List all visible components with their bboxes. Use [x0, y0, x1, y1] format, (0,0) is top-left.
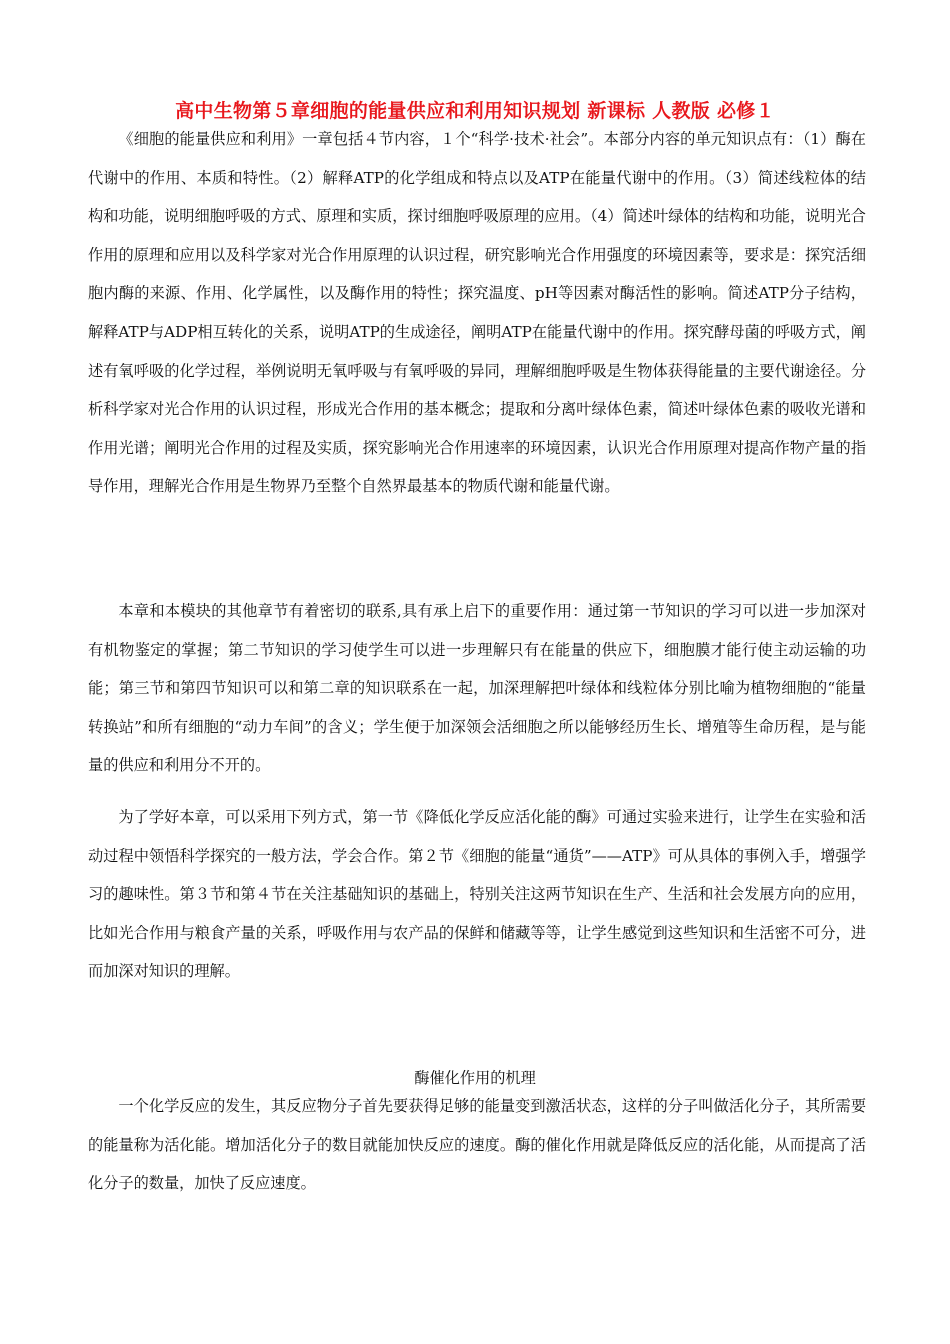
intro-paragraph: 《细胞的能量供应和利用》一章包括４节内容，１个“科学·技术·社会”。本部分内容的单元知识点有：（1）酶在代谢中的作用、本质和特性。（2）解释ATP的化学组成和特点以及ATP在能量代谢中的作用。（3）简述线粒体的结构和功能，说明细胞呼吸的方式、原理和实质，探讨细胞呼吸原理的应用。（4）简述叶绿体的结构和功能，说明光合作用的原理和应用以及科学家对光合作用原理的认识过程，研究影响光合作用强度的环境因素等，要求是：探究活细胞内酶的来源、作用、化学属性，以及酶作用的特性；探究温度、pH等因素对酶活性的影响。简述ATP分子结构，解释ATP与ADP相互转化的关系，说明ATP的生成途径，阐明ATP在能量代谢中的作用。探究酵母菌的呼吸方式，阐述有氧呼吸的化学过程，举例说明无氧呼吸与有氧呼吸的异同，理解细胞呼吸是生物体获得能量的主要代谢途径。分析科学家对光合作用的认识过程，形成光合作用的基本概念；提取和分离叶绿体色素，简述叶绿体色素的吸收光谱和作用光谱；阐明光合作用的过程及实质，探究影响光合作用速率的环境因素，认识光合作用原理对提高作物产量的指导作用，理解光合作用是生物界乃至整个自然界最基本的物质代谢和能量代谢。 [88, 130, 866, 496]
enzyme-mechanism-paragraph: 一个化学反应的发生，其反应物分子首先要获得足够的能量变到激活状态，这样的分子叫做活化分子，其所需要的能量称为活化能。增加活化分子的数目就能加快反应的速度。酶的催化作用就是降低反应的活化能，从而提高了活化分子的数量，加快了反应速度。 [88, 1097, 866, 1193]
document-title: 高中生物第５章细胞的能量供应和利用知识规划 新课标 人教版 必修１ [175, 100, 775, 122]
connection-paragraph: 本章和本模块的其他章节有着密切的联系,具有承上启下的重要作用：通过第一节知识的学习可以进一步加深对有机物鉴定的掌握；第二节知识的学习使学生可以进一步理解只有在能量的供应下，细胞膜才能行使主动运输的功能；第三节和第四节知识可以和第二章的知识联系在一起，加深理解把叶绿体和线粒体分别比喻为植物细胞的“能量转换站”和所有细胞的“动力车间”的含义；学生便于加深领会活细胞之所以能够经历生长、增殖等生命历程，是与能量的供应和利用分不开的。 [88, 602, 866, 775]
section-heading: 酶催化作用的机理 [414, 1069, 536, 1087]
study-method-paragraph: 为了学好本章，可以采用下列方式，第一节《降低化学反应活化能的酶》可通过实验来进行，让学生在实验和活动过程中领悟科学探究的一般方法，学会合作。第２节《细胞的能量“通货”——ATP》可从具体的事例入手，增强学习的趣味性。第３节和第４节在关注基础知识的基础上，特别关注这两节知识在生产、生活和社会发展方向的应用，比如光合作用与粮食产量的关系，呼吸作用与农产品的保鲜和储藏等等，让学生感觉到这些知识和生活密不可分，进而加深对知识的理解。 [88, 808, 866, 981]
